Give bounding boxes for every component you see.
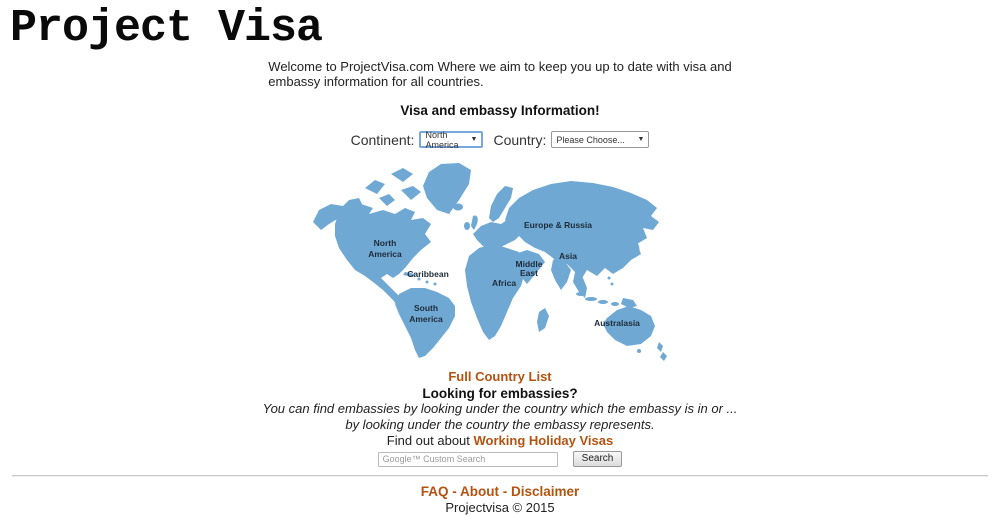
map-label-europe-russia: Europe & Russia	[523, 220, 592, 230]
map-label-africa: Africa	[491, 278, 516, 288]
welcome-line-2: embassy information for all countries.	[268, 74, 484, 89]
copyright: Projectvisa © 2015	[445, 500, 555, 515]
search-input[interactable]	[378, 452, 558, 467]
footer-separator: -	[448, 484, 460, 499]
map-label-middle-east-line2: East	[519, 268, 538, 278]
faq-link[interactable]: FAQ	[420, 484, 449, 499]
continent-select-value: North America	[425, 129, 459, 150]
about-link[interactable]: About	[459, 484, 499, 499]
continent-country-form	[0, 131, 1000, 148]
footer-separator: -	[498, 484, 511, 499]
full-country-list-link[interactable]: Full Country List	[448, 369, 552, 384]
welcome-line-1: Welcome to ProjectVisa.com Where we aim to keep you up to date with visa and	[268, 59, 732, 74]
footer-divider	[12, 475, 988, 477]
continent-select[interactable]	[419, 131, 483, 148]
map-label-north-america-line2: America	[367, 249, 402, 259]
map-label-south-america-line1: South	[413, 303, 438, 313]
chevron-down-icon: ▼	[470, 136, 478, 143]
footer-nav	[0, 484, 1000, 499]
map-label-australasia: Australasia	[593, 318, 640, 328]
chevron-down-icon: ▼	[637, 136, 645, 143]
find-out-prefix: Find out about	[386, 433, 474, 448]
page-title: Visa and embassy Information!	[400, 103, 600, 118]
working-holiday-visas-link[interactable]: Working Holiday Visas	[473, 433, 614, 448]
disclaimer-link[interactable]: Disclaimer	[510, 484, 580, 499]
custom-search-form	[0, 451, 1000, 467]
embassies-line-1: You can find embassies by looking under the country which the embassy is in or ...	[262, 401, 738, 416]
embassies-heading: Looking for embassies?	[422, 386, 578, 401]
map-label-asia: Asia	[558, 251, 577, 261]
continent-label: Continent:	[350, 131, 415, 148]
country-label: Country:	[493, 131, 547, 148]
world-map-container	[0, 160, 1000, 362]
search-button[interactable]: Search	[573, 451, 623, 467]
map-label-middle-east-line1: Middle	[515, 259, 542, 269]
country-select[interactable]	[551, 131, 649, 148]
map-label-south-america-line2: America	[408, 314, 443, 324]
map-label-north-america-line1: North	[373, 238, 396, 248]
welcome-text	[0, 59, 1000, 89]
embassies-line-2: by looking under the country the embassy represents.	[345, 416, 655, 432]
country-select-value: Please Choose...	[556, 134, 625, 145]
world-map[interactable]	[309, 160, 692, 362]
site-logo[interactable]: Project Visa	[10, 3, 323, 54]
map-label-caribbean: Caribbean	[406, 269, 449, 279]
